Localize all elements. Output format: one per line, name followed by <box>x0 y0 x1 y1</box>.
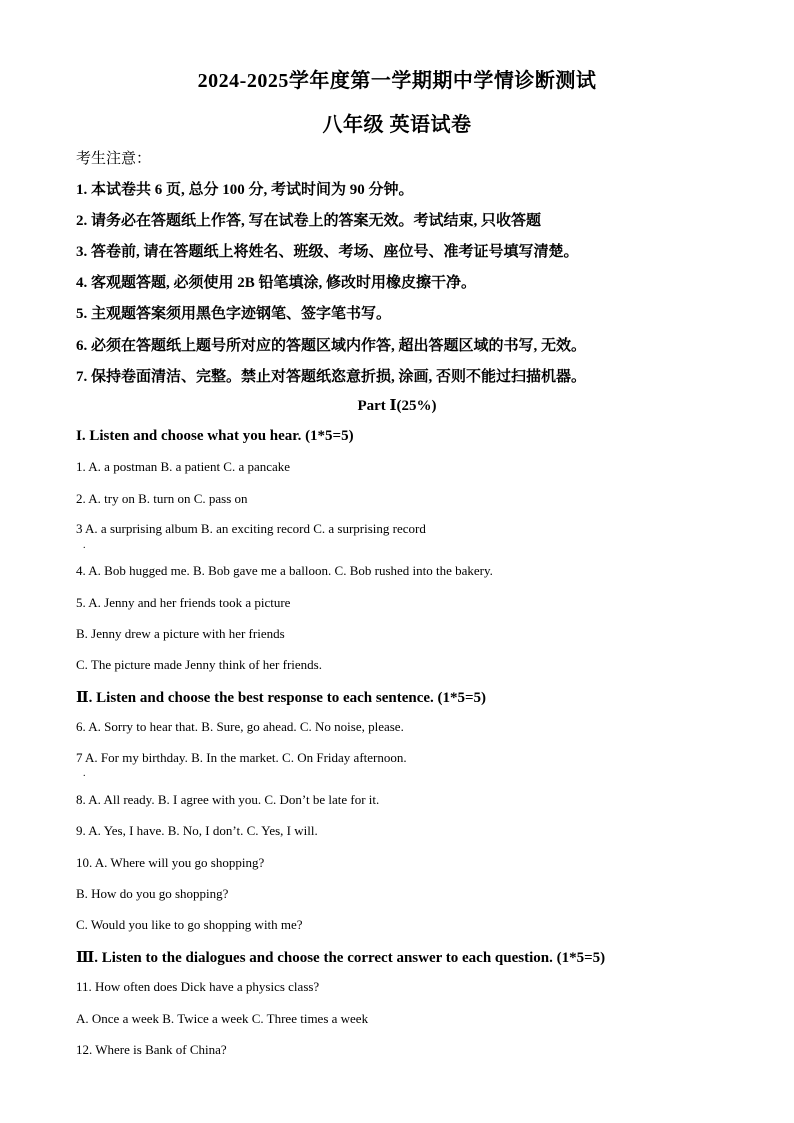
notice-rule: 6. 必须在答题纸上题号所对应的答题区域内作答, 超出答题区域的书写, 无效。 <box>76 338 587 354</box>
notice-rule: 7. 保持卷面清洁、完整。禁止对答题纸恣意折损, 涂画, 否则不能过扫描机器。 <box>76 369 587 385</box>
question-line: A. Once a week B. Twice a week C. Three times a week <box>76 1011 369 1026</box>
question-line: 12. Where is Bank of China? <box>76 1042 227 1057</box>
question-line: C. Would you like to go shopping with me? <box>76 917 303 932</box>
notice-rule: 4. 客观题答题, 必须使用 2B 铅笔填涂, 修改时用橡皮擦干净。 <box>76 275 477 291</box>
question-line: 5. A. Jenny and her friends took a picture <box>76 595 291 610</box>
question-line: B. How do you go shopping? <box>76 886 229 901</box>
question-line: 1. A. a postman B. a patient C. a pancake <box>76 459 291 474</box>
page-subtitle: 八年级 英语试卷 <box>322 114 472 136</box>
notice-rule: 5. 主观题答案须用黑色字迹钢笔、签字笔书写。 <box>76 306 392 322</box>
stray-dot-mark: . <box>83 768 86 779</box>
question-line: 2. A. try on B. turn on C. pass on <box>76 491 248 506</box>
notice-rule: 3. 答卷前, 请在答题纸上将姓名、班级、考场、座位号、准考证号填写清楚。 <box>76 244 579 260</box>
part-heading: Part Ⅰ(25%) <box>357 398 437 414</box>
question-line: 10. A. Where will you go shopping? <box>76 855 265 870</box>
notice-rule: 2. 请务必在答题纸上作答, 写在试卷上的答案无效。考试结束, 只收答题 <box>76 213 542 229</box>
question-line: 7 A. For my birthday. B. In the market. C. On Friday afternoon. <box>76 750 407 765</box>
question-line: 4. A. Bob hugged me. B. Bob gave me a balloon. C. Bob rushed into the bakery. <box>76 563 493 578</box>
question-line: 8. A. All ready. B. I agree with you. C. Don’t be late for it. <box>76 792 380 807</box>
notice-rule: 1. 本试卷共 6 页, 总分 100 分, 考试时间为 90 分钟。 <box>76 182 414 198</box>
question-line: 6. A. Sorry to hear that. B. Sure, go ahead. C. No noise, please. <box>76 719 404 734</box>
question-line: 9. A. Yes, I have. B. No, I don’t. C. Yes, I will. <box>76 823 318 838</box>
stray-dot-mark: . <box>83 540 86 551</box>
question-line: 3 A. a surprising album B. an exciting record C. a surprising record <box>76 521 426 536</box>
section-heading: I. Listen and choose what you hear. (1*5=5) <box>76 428 354 444</box>
question-line: C. The picture made Jenny think of her friends. <box>76 657 322 672</box>
notice-heading: 考生注意： <box>76 151 152 167</box>
question-line: 11. How often does Dick have a physics class? <box>76 979 320 994</box>
page-title: 2024-2025学年度第一学期期中学情诊断测试 <box>197 70 597 92</box>
section-heading: Ⅱ. Listen and choose the best response to each sentence. (1*5=5) <box>76 690 487 706</box>
question-line: B. Jenny drew a picture with her friends <box>76 626 285 641</box>
section-heading: Ⅲ. Listen to the dialogues and choose the correct answer to each question. (1*5=5) <box>76 950 606 966</box>
